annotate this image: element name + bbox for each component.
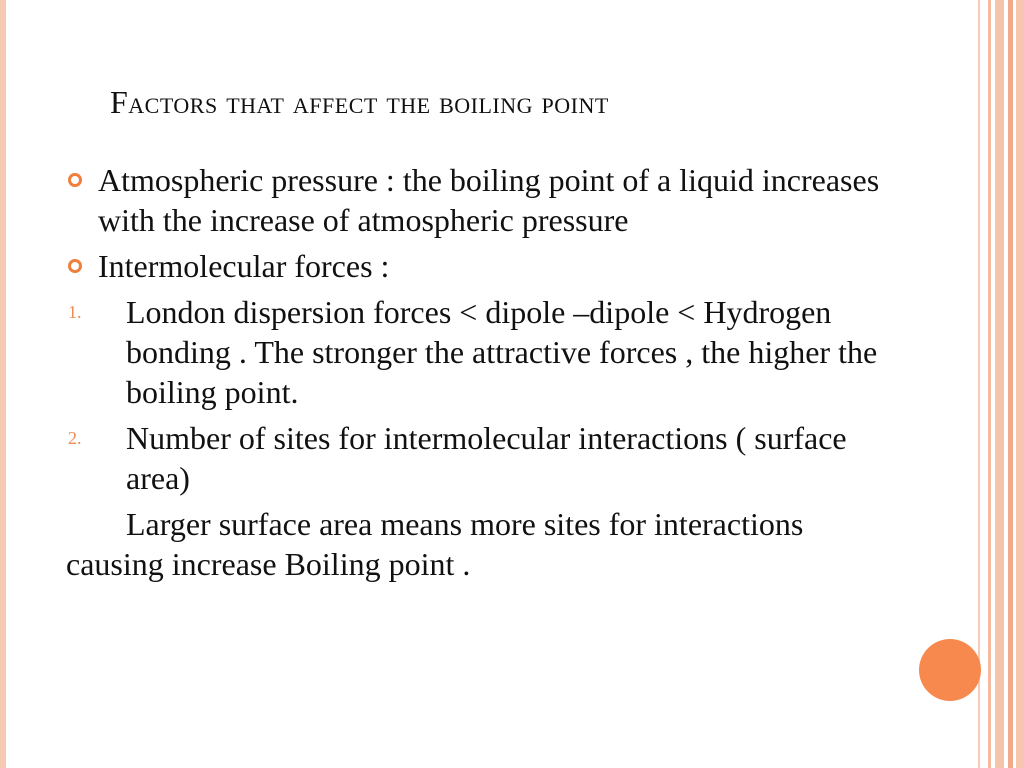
stripe [978,0,980,768]
bullet-item [66,246,906,286]
slide-content [66,160,906,584]
bullet-text: Atmospheric pressure : the boiling point of a liquid increases with the increase of atmospheric pressure [98,162,880,238]
stripe [1016,0,1024,768]
bullet-ring-icon [68,173,82,187]
numbered-text: London dispersion forces < dipole –dipole < Hydrogen bonding . The stronger the attractive forces , the higher the boiling point. [126,294,878,410]
accent-circle [919,639,981,701]
stripe [1008,0,1013,768]
number-marker: 2. [68,428,82,448]
numbered-text: Number of sites for intermolecular interactions ( surface area) [126,420,847,496]
number-marker: 1. [68,302,82,322]
stripe [988,0,991,768]
conclusion-paragraph: Larger surface area means more sites for interactions causing increase Boiling point . [66,506,804,582]
stripe [995,0,1004,768]
bullet-text: Intermolecular forces : [98,248,390,284]
bullet-item [66,160,906,240]
numbered-item [66,418,906,498]
decorative-stripes [978,0,1024,768]
slide-title: Factors that affect the boiling point [110,84,609,120]
bullet-ring-icon [68,259,82,273]
numbered-item [66,292,906,412]
